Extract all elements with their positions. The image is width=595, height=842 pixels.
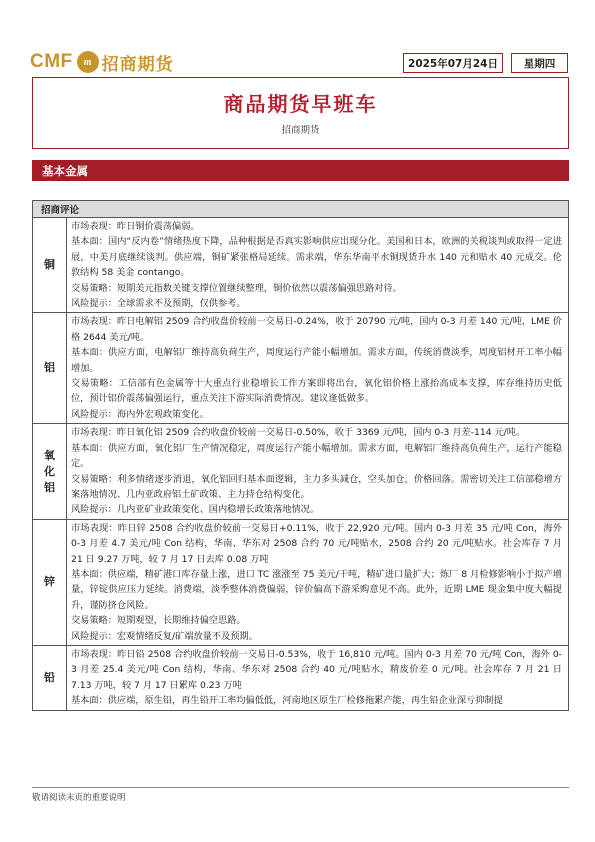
- commentary-line: 基本面：供应端，精矿港口库存量上涨，进口 TC 涨涨至 75 美元/干吨，精矿进口量扩大；炼厂 8 月检修影响小于拟产增量，锌锭供应压力延续。消费端，淡季整体消费偏弱，锌价偏高下游采购意见不高。此外，近期 LME 现金集中度大幅提升，谨防挤仓风险。: [71, 568, 562, 611]
- commentary-line: 基本面：供应端，原生铅，再生铅开工率均偏低低，河南地区原生厂检修拖累产能，再生铅企业深亏抑制提: [71, 695, 503, 707]
- metal-name: 铝: [33, 313, 67, 423]
- commentary-line: 风险提示：宏观情绪反复/矿端放量不及预期。: [71, 630, 258, 642]
- commentary-line: 市场表现：昨日电解铝 2509 合约收盘价较前一交易日-0.24%，收于 20790 元/吨，国内 0-3 月差 140 元/吨，LME 价格 2644 美元/吨。: [71, 316, 562, 343]
- footer-divider: [32, 787, 569, 788]
- commentary-line: 交易策略：短期观望，长期维持偏空思路。: [71, 615, 246, 627]
- metal-name: 锌: [33, 520, 67, 645]
- logo-seal-icon: m: [77, 51, 99, 73]
- commentary-line: 基本面：国内“反内卷”情绪热度下降，品种根据是否真实影响供应出现分化。美国和日本，欧洲的关税谈判或取得一定进展，中美月底继续谈判。供应端，铜矿紧张格局延续。需求端，华东华南平水铜现货升水 140 元和贴水 40 元成交。伦敦结构 58 美金 contango。: [71, 236, 562, 279]
- metal-commentary: [67, 646, 568, 710]
- table-row: [33, 646, 568, 711]
- table-row: [33, 218, 568, 313]
- metal-commentary: [67, 520, 568, 645]
- commentary-line: 基本面：供应方面，电解铝厂维持高负荷生产，周度运行产能小幅增加。需求方面，传统消费淡季，周度铝材开工率小幅增加。: [71, 347, 562, 374]
- commentary-line: 市场表现：昨日铜价震荡偏弱。: [71, 221, 200, 232]
- table-row: [33, 313, 568, 424]
- commentary-line: 交易策略：短期美元指数关键支撑位置继续整理，铜价依然以震荡偏强思路对待。: [71, 282, 402, 294]
- metal-commentary: [67, 424, 568, 518]
- footer-disclaimer: 敬请阅读末页的重要说明: [32, 793, 126, 803]
- commentary-table: [32, 200, 569, 711]
- table-cutoff: [32, 780, 569, 787]
- metal-name: 铜: [33, 218, 67, 312]
- commentary-line: 市场表现：昨日锌 2508 合约收盘价较前一交易日+0.11%，收于 22,920 元/吨。国内 0-3 月差 35 元/吨 Con，海外 0-3 月差 4.7 美元/吨 Con 结构，华南、华东对 2508 合约 70 元/吨贴水，2508 合约 20 元/吨贴水。社会库存 7 月 21 日 9.27 万吨，较 7 月 17 日去库 0.08 万吨: [71, 522, 562, 565]
- commentary-line: 风险提示：海内外宏观政策变化。: [71, 408, 209, 420]
- commentary-line: 基本面：供应方面，氧化铝厂生产情况稳定，周度运行产能小幅增加。需求方面，电解铝厂维持高负荷生产，运行产能稳定。: [71, 442, 562, 470]
- commentary-line: 市场表现：昨日铅 2508 合约收盘价较前一交易日-0.53%，收于 16,810 元/吨。国内 0-3 月差 70 元/吨 Con，海外 0-3 月差 25.4 美元/吨 Con 结构，华南、华东对 2508 合约 40 元/吨贴水，精废价差 0 元/吨。社会库存 7 月 21 日 7.13 万吨，较 7 月 17 日累库 0.23 万吨: [71, 648, 562, 691]
- logo-cn-text: 招商期货: [101, 54, 174, 75]
- table-header: 招商评论: [33, 201, 568, 218]
- metal-commentary: [67, 313, 568, 423]
- commentary-line: 风险提示：几内亚矿业政策变化、国内稳增长政策落地情况。: [71, 504, 320, 516]
- commentary-line: 交易策略：工信部有色金属等十大重点行业稳增长工作方案即将出台，氧化铝价格上涨抬高成本支撑，库存维持历史低位，预计铝价震荡偏强运行，重点关注下游实际消费情况。建议逢低做多。: [71, 378, 562, 405]
- commentary-line: 交易策略：利多情绪逐步消退，氧化铝回归基本面逻辑，主力多头减仓，空头加仓，价格回落。需密切关注工信部稳增方案落地情况、几内亚政府铝土矿政策、主力持仓结构变化。: [71, 473, 562, 500]
- metal-commentary: [67, 218, 568, 312]
- report-date: 2025年07月24日: [403, 53, 503, 73]
- commentary-line: 风险提示：全球需求不及预期，仅供参考。: [71, 298, 246, 310]
- table-row: [33, 424, 568, 519]
- report-weekday: 星期四: [511, 53, 568, 73]
- title-box: [32, 77, 569, 149]
- logo-cmf-text: CMF: [30, 51, 73, 72]
- report-subtitle: 招商期货: [281, 125, 320, 136]
- report-title: 商品期货早班车: [223, 92, 378, 116]
- metal-name: 氧 化 铝: [33, 424, 67, 518]
- table-row: [33, 520, 568, 646]
- metal-name: 铅: [33, 646, 67, 710]
- commentary-line: 市场表现：昨日氧化铝 2509 合约收盘价较前一交易日-0.50%，收于 3369 元/吨，国内 0-3 月差-114 元/吨。: [71, 427, 526, 439]
- section-title: 基本金属: [32, 160, 569, 181]
- company-logo: [30, 49, 174, 75]
